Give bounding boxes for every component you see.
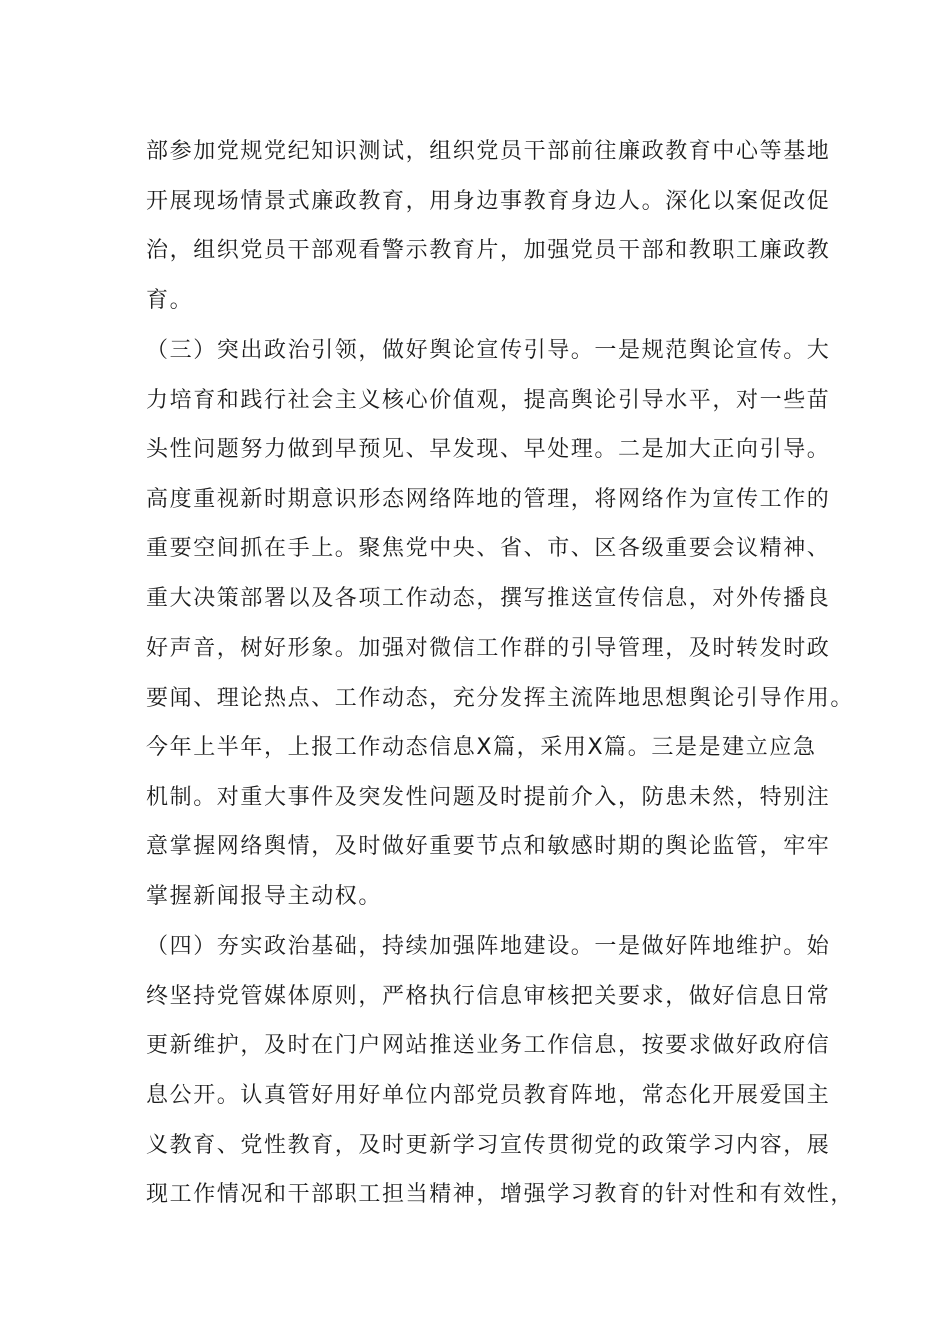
text-line: 治，组织党员干部观看警示教育片，加强党员干部和教职工廉政教 — [146, 238, 831, 263]
text-line: 重要空间抓在手上。聚焦党中央、省、市、区各级重要会议精神、 — [146, 536, 831, 561]
text-line: 终坚持党管媒体原则，严格执行信息审核把关要求，做好信息日常 — [146, 984, 831, 1009]
text-line: 义教育、党性教育，及时更新学习宣传贯彻党的政策学习内容，展 — [146, 1133, 831, 1158]
text-line: 好声音，树好形象。加强对微信工作群的引导管理，及时转发时政 — [146, 636, 831, 661]
text-line: 头性问题努力做到早预见、早发现、早处理。二是加大正向引导。 — [146, 437, 831, 462]
text-line: 部参加党规党纪知识测试，组织党员干部前往廉政教育中心等基地 — [146, 139, 831, 164]
text-line: 机制。对重大事件及突发性问题及时提前介入，防患未然，特别注 — [146, 785, 831, 810]
text-line: 今年上半年，上报工作动态信息X篇，采用X篇。三是是建立应急 — [146, 735, 817, 760]
text-line: 力培育和践行社会主义核心价值观，提高舆论引导水平，对一些苗 — [146, 388, 831, 413]
text-line: 更新维护，及时在门户网站推送业务工作信息，按要求做好政府信 — [146, 1033, 831, 1058]
text-line: 要闻、理论热点、工作动态，充分发挥主流阵地思想舆论引导作用。 — [146, 686, 855, 711]
text-line: 育。 — [146, 288, 194, 313]
text-line: 开展现场情景式廉政教育，用身边事教育身边人。深化以案促改促 — [146, 189, 831, 214]
text-line: （三）突出政治引领，做好舆论宣传引导。一是规范舆论宣传。大 — [146, 338, 831, 363]
text-line: 息公开。认真管好用好单位内部党员教育阵地，常态化开展爱国主 — [146, 1083, 831, 1108]
text-line: （四）夯实政治基础，持续加强阵地建设。一是做好阵地维护。始 — [146, 934, 831, 959]
text-line: 意掌握网络舆情，及时做好重要节点和敏感时期的舆论监管，牢牢 — [146, 834, 831, 859]
text-line: 掌握新闻报导主动权。 — [146, 884, 383, 909]
text-line: 现工作情况和干部职工担当精神，增强学习教育的针对性和有效性， — [146, 1182, 855, 1207]
text-line: 高度重视新时期意识形态网络阵地的管理，将网络作为宣传工作的 — [146, 487, 831, 512]
text-line: 重大决策部署以及各项工作动态，撰写推送宣传信息，对外传播良 — [146, 586, 831, 611]
